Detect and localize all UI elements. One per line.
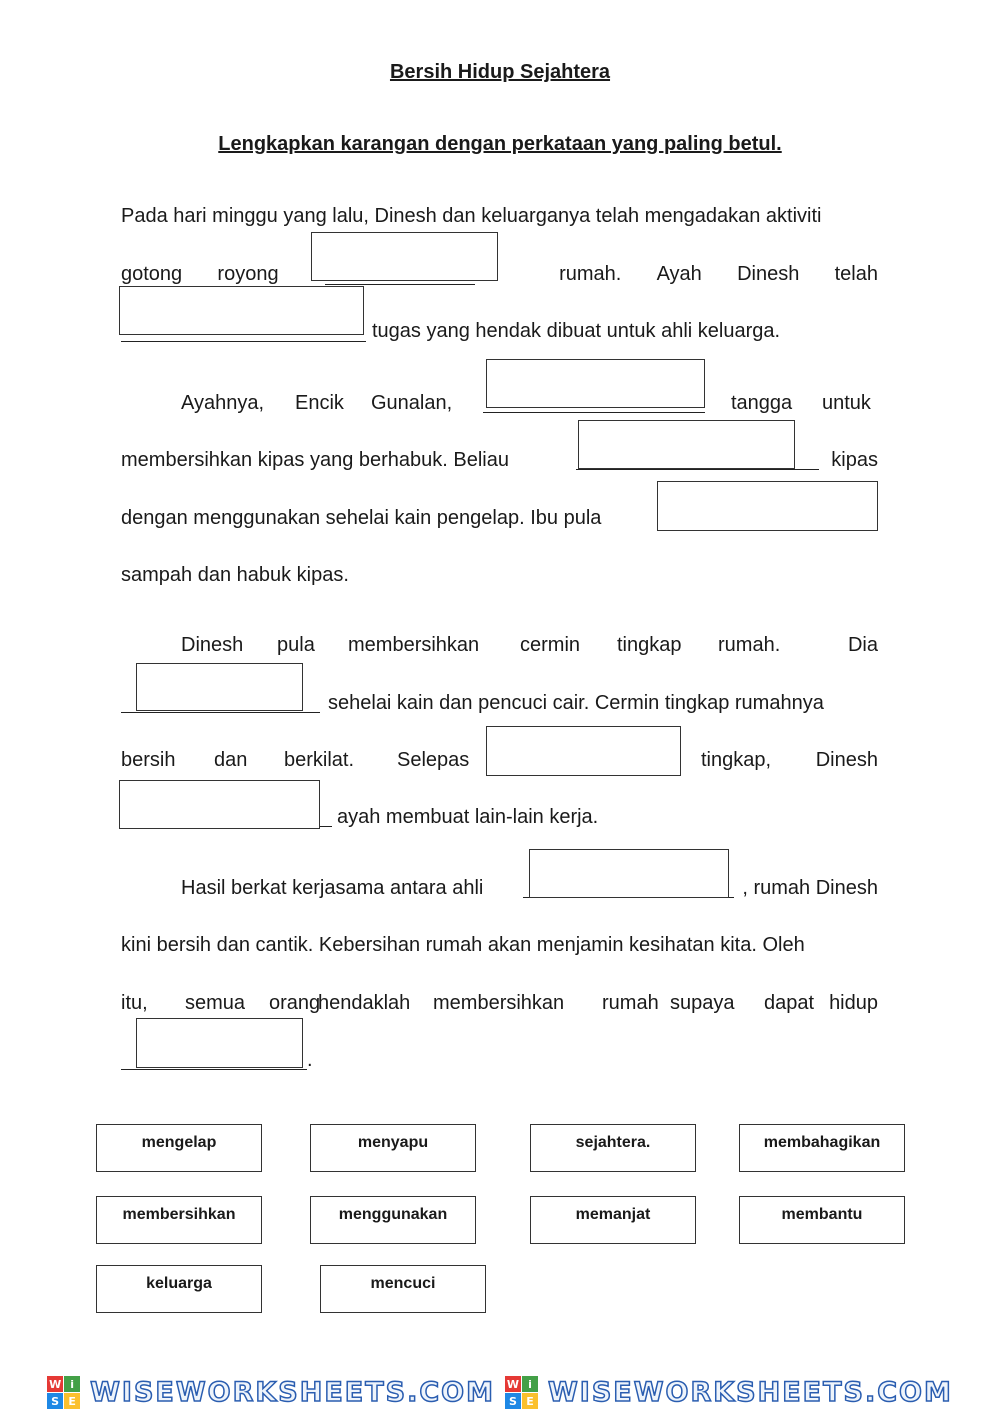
word-bank-item[interactable]: membantu (739, 1196, 905, 1244)
word: Dinesh (181, 634, 244, 656)
word: dapat (764, 992, 815, 1014)
blank-underline (483, 412, 705, 413)
word: Ayah (656, 263, 702, 285)
word: cermin (520, 634, 581, 656)
word-bank-item[interactable]: sejahtera. (530, 1124, 696, 1172)
word: supaya (670, 992, 735, 1014)
word: Gunalan, (371, 392, 453, 414)
blank-underline (576, 469, 819, 470)
word: kipas (831, 449, 878, 471)
instruction: Lengkapkan karangan dengan perkataan yang paling betul. (218, 133, 782, 155)
word: dan (214, 749, 248, 771)
blank-underline (320, 826, 332, 827)
word: Dinesh (815, 749, 878, 771)
p3-line4: ayah membuat lain-lain kerja. (337, 806, 599, 828)
footer-text: WISEWORKSHEETS.COM (90, 1377, 495, 1408)
p3-line2: sehelai kain dan pencuci cair. Cermin tingkap rumahnya (328, 692, 824, 714)
answer-blank-6[interactable] (136, 663, 303, 711)
answer-blank-8[interactable] (119, 780, 320, 829)
word: Encik (295, 392, 344, 414)
p1-line1: Pada hari minggu yang lalu, Dinesh dan keluarganya telah mengadakan aktiviti (121, 205, 822, 227)
word: hidup (829, 992, 878, 1014)
word: itu, (121, 992, 148, 1014)
word: untuk (822, 392, 871, 414)
p1-line3: tugas yang hendak dibuat untuk ahli keluarga. (372, 320, 781, 342)
word-bank-item[interactable]: menyapu (310, 1124, 476, 1172)
blank-underline (121, 341, 366, 342)
word: tangga (731, 392, 793, 414)
word-bank-item[interactable]: mengelap (96, 1124, 262, 1172)
word: membersihkan (433, 992, 565, 1014)
word: tingkap (617, 634, 682, 656)
word: rumah (602, 992, 659, 1014)
word: Dia (847, 634, 878, 656)
footer-watermark (0, 1372, 1000, 1413)
logo-letter: W (506, 1377, 520, 1391)
answer-blank-3[interactable] (486, 359, 705, 408)
word-bank-item[interactable]: mencuci (320, 1265, 486, 1313)
word-bank-item[interactable]: membahagikan (739, 1124, 905, 1172)
logo-letter: i (64, 1376, 80, 1392)
word: semua (185, 992, 246, 1014)
p4-line2: kini bersih dan cantik. Kebersihan rumah akan menjamin kesihatan kita. Oleh (121, 934, 805, 956)
word: membersihkan (348, 634, 480, 656)
p1-line2 (121, 261, 878, 287)
word: berkilat. (284, 749, 355, 771)
p2-line4: sampah dan habuk kipas. (121, 564, 349, 586)
answer-blank-10[interactable] (136, 1018, 303, 1068)
word: rumah. (559, 263, 622, 285)
answer-blank-4[interactable] (578, 420, 795, 469)
logo-letter: E (64, 1393, 80, 1409)
answer-blank-5[interactable] (657, 481, 878, 531)
word: Selepas (397, 749, 470, 771)
footer-text: WISEWORKSHEETS.COM (548, 1377, 953, 1408)
word: rumah. (718, 634, 781, 656)
page-title: Bersih Hidup Sejahtera (389, 61, 611, 83)
p2-line3: dengan menggunakan sehelai kain pengelap. Ibu pula (121, 507, 602, 529)
logo-letter: E (522, 1393, 538, 1409)
text: membersihkan kipas yang berhabuk. Beliau (121, 449, 509, 471)
logo-icon (47, 1376, 80, 1409)
word-bank-item[interactable]: memanjat (530, 1196, 696, 1244)
logo-letter: W (49, 1377, 62, 1391)
text: , rumah Dinesh (742, 877, 878, 899)
word: royong (217, 263, 279, 285)
word-bank-item[interactable]: menggunakan (310, 1196, 476, 1244)
word: Ayahnya, (181, 392, 265, 414)
logo-letter: S (47, 1393, 63, 1409)
answer-blank-1[interactable] (311, 232, 498, 281)
logo-icon (505, 1376, 538, 1409)
answer-blank-7[interactable] (486, 726, 681, 776)
logo-letter: i (522, 1376, 538, 1392)
word: pula (277, 634, 315, 656)
logo-letter: S (505, 1393, 521, 1409)
answer-blank-2[interactable] (119, 286, 364, 335)
blank-underline (121, 712, 320, 713)
blank-underline (325, 284, 475, 285)
p4-line4: . (307, 1049, 313, 1071)
word: telah (834, 263, 878, 285)
word-bank-item[interactable]: keluarga (96, 1265, 262, 1313)
text: Hasil berkat kerjasama antara ahli (181, 877, 484, 899)
word: hendaklah (318, 992, 411, 1014)
word: bersih (121, 749, 176, 771)
blank-underline (121, 1069, 307, 1070)
word: Dinesh (737, 263, 800, 285)
answer-blank-9[interactable] (529, 849, 729, 898)
word: gotong (121, 263, 183, 285)
word: tingkap, (701, 749, 772, 771)
word: orang (269, 992, 321, 1014)
word-bank-item[interactable]: membersihkan (96, 1196, 262, 1244)
